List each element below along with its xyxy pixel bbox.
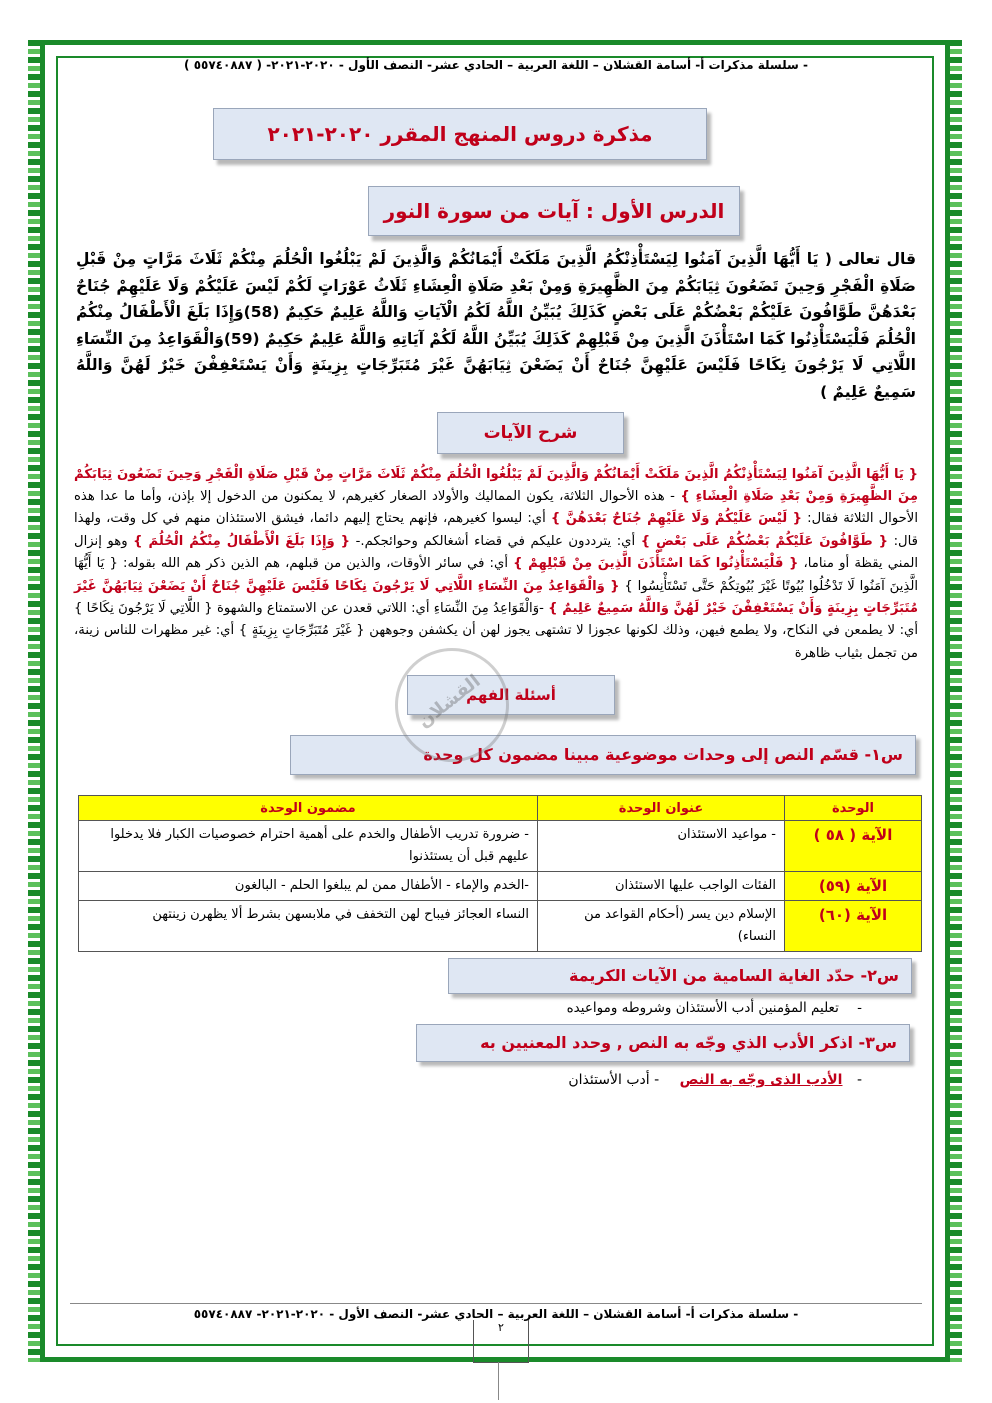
col-title: عنوان الوحدة — [538, 796, 785, 821]
question-2-answer-text: تعليم المؤمنين أدب الأستئذان وشروطه ومواعيده — [566, 1000, 839, 1017]
question-2-answer — [70, 1000, 862, 1016]
header-series-line: - سلسلة مذكرات أ- أسامة القشلان – اللغة العربية – الحادي عشر- النصف الأول - ٢٠٢٠-٢٠٢١- ( ٥٥٧٤٠٨٨٧ ) — [184, 58, 808, 72]
table-row — [79, 901, 922, 952]
right-border-ornament — [950, 40, 962, 1362]
question-3-bar: س٣- اذكر الأدب الذي وجّه به النص , وحدد المعنيين به — [416, 1024, 910, 1062]
question-1-bar: س١- قسّم النص إلى وحدات موضوعية مبينا مضمون كل وحدة — [290, 735, 916, 775]
table-header-row — [79, 796, 922, 821]
row-content: -الخدم والإماء - الأطفال ممن لم يبلغوا الحلم - البالغون — [79, 872, 538, 901]
explanation-text — [70, 464, 922, 666]
explanation-title-banner: شرح الآيات — [437, 412, 624, 454]
bullet-dash: - — [856, 1072, 862, 1089]
question-3-answer-text: أدب الأستئذان — [568, 1072, 650, 1089]
quran-verses: قال تعالى ( يَا أَيُّهَا الَّذِينَ آمَنُوا لِيَسْتَأْذِنْكُمُ الَّذِينَ مَلَكَتْ أَيْمَانُكُمْ وَالَّذِينَ لَمْ يَبْلُغُوا الْحُلُمَ مِنْكُمْ ثَلَاثَ مَرَّاتٍ مِنْ قَبْلِ صَلَاةِ الْفَجْرِ وَحِينَ تَضَعُونَ ثِيَابَكُمْ مِنَ الظَّهِيرَةِ وَمِنْ بَعْدِ صَلَاةِ الْعِشَاءِ ثَلَاثُ عَوْرَاتٍ لَكُمْ لَيْسَ عَلَيْكُمْ وَلَا عَلَيْهِمْ جُنَاحٌ بَعْدَهُنَّ طَوَّافُونَ عَلَيْكُمْ بَعْضُكُمْ عَلَى بَعْضٍ كَذَلِكَ يُبَيِّنُ اللَّهُ لَكُمُ الْآيَاتِ وَاللَّهُ عَلِيمٌ حَكِيمٌ (58)وَإِذَا بَلَغَ الْأَطْفَالُ مِنْكُمُ الْحُلُمَ فَلْيَسْتَأْذِنُوا كَمَا اسْتَأْذَنَ الَّذِينَ مِنْ قَبْلِهِمْ كَذَلِكَ يُبَيِّنُ اللَّهُ لَكُمْ آيَاتِهِ وَاللَّهُ عَلِيمٌ حَكِيمٌ (59)وَالْقَوَاعِدُ مِنَ النِّسَاءِ اللَّاتِي لَا يَرْجُونَ نِكَاحًا فَلَيْسَ عَلَيْهِنَّ جُنَاحٌ أَنْ يَضَعْنَ ثِيَابَهُنَّ غَيْرَ مُتَبَرِّجَاتٍ بِزِينَةٍ وَأَنْ يَسْتَعْفِفْنَ خَيْرٌ لَهُنَّ وَاللَّهُ سَمِيعٌ عَلِيمٌ ) — [76, 250, 916, 401]
row-ayah: الآية (٦٠) — [785, 901, 922, 952]
table-row — [79, 821, 922, 872]
explain-quote-5: { فَلْيَسْتَأْذِنُوا كَمَا اسْتَأْذَنَ الَّذِينَ مِنْ قَبْلِهِمْ } — [513, 556, 799, 572]
page-number: ٢ — [498, 1321, 504, 1334]
row-title: - مواعيد الاستئذان — [538, 821, 785, 872]
footer-series-line: - سلسلة مذكرات أ- أسامة القشلان – اللغة العربية – الحادي عشر- النصف الأول - ٢٠٢٠-٢٠٢١- ٥٥٧٤٠٨٨٧ — [70, 1303, 922, 1321]
explain-quote-2: { لَيْسَ عَلَيْكُمْ وَلَا عَلَيْهِمْ جُنَاحٌ بَعْدَهُنَّ } — [550, 511, 803, 527]
table-row — [79, 872, 922, 901]
watermark-stamp: القشلان — [372, 625, 532, 785]
col-unit: الوحدة — [785, 796, 922, 821]
row-title: الإسلام دين يسر (أحكام القواعد من النساء) — [538, 901, 785, 952]
row-ayah: الآية ( ٥٨ ) — [785, 821, 922, 872]
bullet-dash: - — [654, 1072, 660, 1089]
explain-quote-6: { وَالْقَوَاعِدُ مِنَ النِّسَاءِ اللَّاتِي لَا يَرْجُونَ نِكَاحًا فَلَيْسَ عَلَيْهِنَّ جُنَاحٌ أَنْ يَضَعْنَ ثِيَابَهُنَّ غَيْرَ مُتَبَرِّجَاتٍ بِزِينَةٍ وَأَنْ يَسْتَعْفِفْنَ خَيْرٌ لَهُنَّ وَاللَّهُ سَمِيعٌ عَلِيمٌ } — [74, 578, 918, 616]
units-table — [78, 795, 922, 952]
lesson-title-banner: الدرس الأول : آيات من سورة النور — [368, 186, 740, 236]
explain-quote-3: { طَوَّافُونَ عَلَيْكُمْ بَعْضُكُمْ عَلَى بَعْضٍ } — [640, 533, 889, 549]
explain-text-5: أي: في سائر الأوقات، والذين من قبلهم، هم الذين ذكر هم الله بقوله: { يَا أَيُّهَا الَّذِينَ آمَنُوا لَا تَدْخُلُوا بُيُوتًا غَيْرَ بُيُوتِكُمْ حَتَّى تَسْتَأْنِسُوا } — [74, 556, 918, 594]
explain-text-3: أي: يترددون عليكم في قضاء أشغالكم وحوائجكم.- — [355, 533, 636, 549]
page-number-box — [473, 1320, 529, 1363]
explain-text-4: وهو إنزال المني يقظة أو مناما، — [74, 533, 918, 572]
page-bottom-line — [498, 1362, 499, 1400]
explain-text-2: أي: ليسوا كغيرهم، فإنهم يحتاج إليهم دائما، فيشق الاستئذان منهم في كل وقت، ولهذا قال: — [74, 511, 918, 549]
questions-title-banner: أسئلة الفهم — [407, 675, 615, 715]
col-content: مضمون الوحدة — [79, 796, 538, 821]
explain-quote-1: { يَا أَيُّهَا الَّذِينَ آمَنُوا لِيَسْتَأْذِنْكُمُ الَّذِينَ مَلَكَتْ أَيْمَانُكُمْ وَالَّذِينَ لَمْ يَبْلُغُوا الْحُلُمَ مِنْكُمْ ثَلَاثَ مَرَّاتٍ مِنْ قَبْلِ صَلَاةِ الْفَجْرِ وَحِينَ تَضَعُونَ ثِيَابَكُمْ مِنَ الظَّهِيرَةِ وَمِنْ بَعْدِ صَلَاةِ الْعِشَاءِ } — [74, 466, 918, 504]
bullet-dash: - — [857, 1000, 862, 1017]
row-ayah: الآية (٥٩) — [785, 872, 922, 901]
row-title: الفئات الواجب عليها الاستئذان — [538, 872, 785, 901]
left-border-ornament — [28, 40, 40, 1362]
page-content — [70, 48, 922, 1088]
explain-text-6: -وَالْقَوَاعِدُ مِنَ النِّسَاءِ أي: اللاتي قعدن عن الاستمتاع والشهوة { اللَّاتِي لَا يَرْجُونَ نِكَاحًا } أي: لا يطمعن في النكاح، ولا يطمع فيهن، وذلك لكونها عجوزا لا تشتهى يجوز لهن أن يكشفن وجوههن { غَيْرَ مُتَبَرِّجَاتٍ بِزِينَةٍ } أي: غير مظهرات للناس زينة، من تجمل بثياب ظاهرة — [74, 601, 918, 661]
row-content: - ضرورة تدريب الأطفال والخدم على أهمية احترام خصوصيات الكبار فلا يدخلوا عليهم قبل أن يستئذنوا — [79, 821, 538, 872]
question-3-answer — [70, 1072, 862, 1088]
question-3-answer-label: الأدب الذى وجّه به النص — [679, 1072, 843, 1089]
main-title-banner: مذكرة دروس المنهج المقرر ٢٠٢٠-٢٠٢١ — [213, 108, 707, 160]
explain-quote-4: { وَإِذَا بَلَغَ الْأَطْفَالُ مِنْكُمُ الْحُلُمَ } — [133, 533, 351, 549]
explain-text-1: - هذه الأحوال الثلاثة، يكون المماليك والأولاد الصغار كغيرهم، لا يمكنون من الدخول إلا بإذن، وأما ما عدا هذه الأحوال الثلاثة فقال: — [74, 488, 918, 527]
question-2-bar: س٢- حدّد الغاية السامية من الآيات الكريمة — [448, 958, 912, 994]
row-content: النساء العجائز فيباح لهن التخفف في ملابسهن بشرط ألا يظهرن زينتهن — [79, 901, 538, 952]
